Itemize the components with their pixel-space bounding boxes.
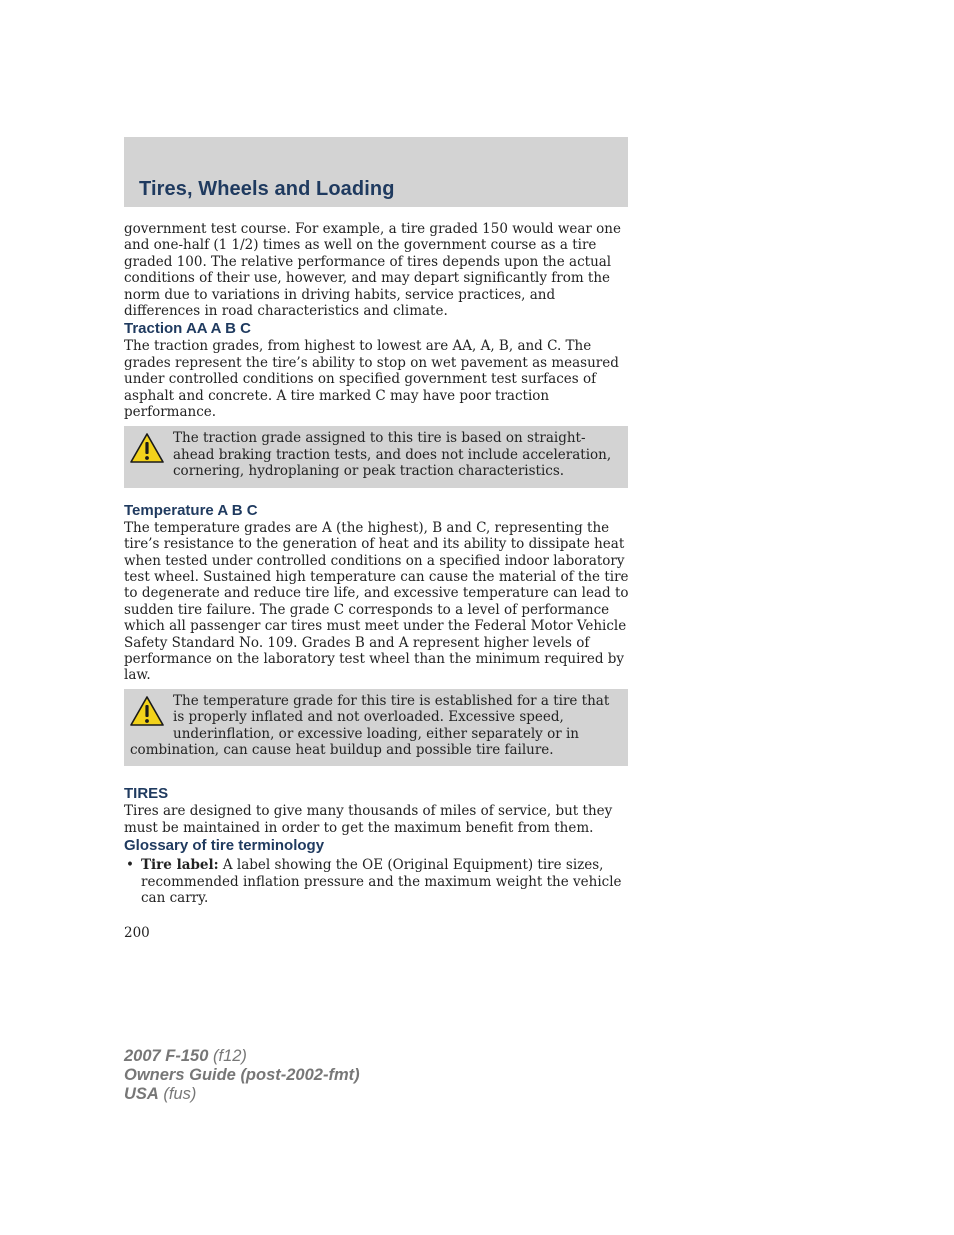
glossary-heading: Glossary of tire terminology: [124, 837, 325, 855]
footer-market: USA: [124, 1085, 159, 1103]
section-header-band: [124, 137, 628, 207]
footer-line-3: [124, 1085, 360, 1104]
glossary-list: [124, 857, 629, 906]
temperature-paragraph: The temperature grades are A (the highest), B and C, representing the tire’s resistance to the generation of heat and its ability to dissipate heat when tested under controlled conditions on a specified indoor laboratory test wheel. Sustained high temperature can cause the material of the tire to degenerate and reduce tire life, and excessive temperature can lead to sudden tire failure. The grade C corresponds to a level of performance which all passenger car tires must meet under the Federal Motor Vehicle Safety Standard No. 109. Grades B and A represent higher levels of performance on the laboratory test wheel than the minimum required by law.: [124, 519, 629, 684]
warning-triangle-icon: [130, 433, 164, 463]
traction-heading: Traction AA A B C: [124, 320, 251, 338]
footer-market-code: (fus): [158, 1085, 197, 1103]
temperature-heading: Temperature A B C: [124, 501, 258, 519]
tires-paragraph: Tires are designed to give many thousands of miles of service, but they must be maintained in order to get the maximum benefit from them.: [124, 803, 613, 836]
intro-paragraph: government test course. For example, a tire graded 150 would wear one and one-half (1 1/2) times as well on the government course as a tire graded 100. The relative performance of tires depends upon the actual conditions of their use, however, and may depart significantly from the norm due to variations in driving habits, service practices, and differences in road characteristics and climate.: [124, 221, 621, 320]
list-item: [124, 857, 629, 906]
traction-warning-text: The traction grade assigned to this tire is based on straight-ahead braking traction tests, and does not include acceleration, cornering, hydroplaning or peak traction characteristics.: [173, 430, 612, 480]
tires-heading: TIRES: [124, 785, 169, 803]
warning-triangle-icon: [130, 696, 164, 726]
footer-line-1: [124, 1047, 360, 1066]
section-title: Tires, Wheels and Loading: [139, 178, 395, 200]
document-footer: [124, 1047, 360, 1104]
glossary-term: Tire label:: [141, 857, 219, 874]
footer-guide: Owners Guide (post-2002-fmt): [124, 1066, 360, 1084]
temperature-warning-box: [124, 689, 628, 767]
page-number: 200: [124, 925, 150, 941]
temperature-warning-text: The temperature grade for this tire is established for a tire that is properly inflated and not overloaded. Excessive speed, underinflation, or excessive loading, either separately or in combination, can cause heat buildup and possible tire failure.: [130, 692, 610, 758]
page-content: [124, 221, 629, 906]
footer-line-2: [124, 1066, 360, 1085]
glossary-definition: A label showing the OE (Original Equipment) tire sizes, recommended inflation pressure and the maximum weight the vehicle can carry.: [141, 857, 622, 906]
footer-model-code: (f12): [208, 1047, 247, 1065]
footer-model: 2007 F-150: [124, 1047, 209, 1065]
bullet-glyph: •: [126, 857, 134, 874]
traction-paragraph: The traction grades, from highest to lowest are AA, A, B, and C. The grades represent the tire’s ability to stop on wet pavement as measured under controlled conditions on specified government test surfaces of asphalt and concrete. A tire marked C may have poor traction performance.: [124, 338, 619, 421]
traction-warning-box: [124, 426, 628, 487]
